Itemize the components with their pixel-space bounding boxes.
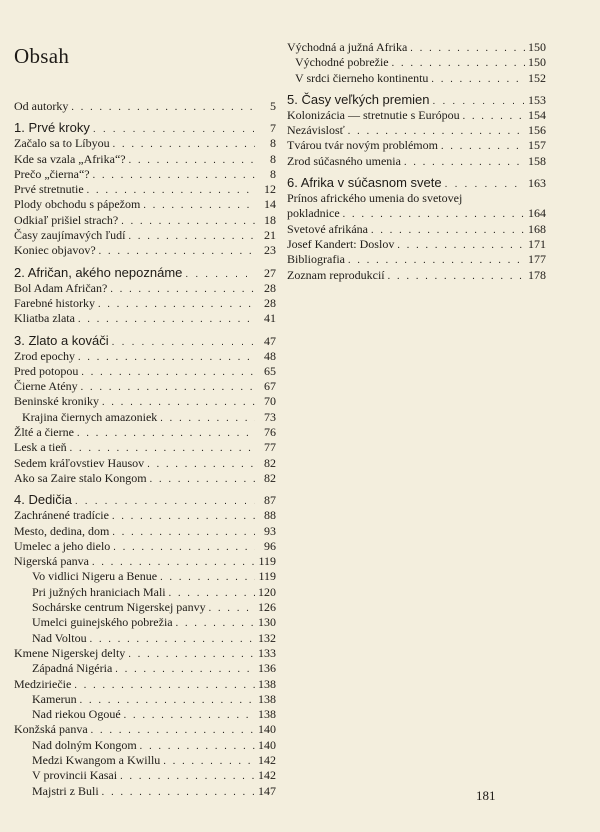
toc-entry-label: Farebné historky xyxy=(14,295,95,310)
page-number: 181 xyxy=(476,788,496,803)
toc-entry-page: 158 xyxy=(528,153,546,168)
toc-entry-page: 65 xyxy=(264,363,276,378)
toc-entry xyxy=(14,440,276,455)
dot-leader xyxy=(113,137,255,152)
toc-entry xyxy=(14,364,276,379)
toc-entry xyxy=(14,167,276,182)
dot-leader xyxy=(112,509,255,524)
toc-entry-page: 138 xyxy=(258,691,276,706)
toc-entry-page: 47 xyxy=(264,333,276,348)
toc-entry-page: 5 xyxy=(270,99,276,113)
dot-leader xyxy=(392,56,525,71)
dot-leader xyxy=(348,253,525,268)
dot-leader xyxy=(93,168,255,183)
toc-entry xyxy=(14,753,276,768)
toc-entry-label: Pri južných hraniciach Mali xyxy=(32,584,166,599)
dot-leader xyxy=(90,632,255,647)
toc-entry xyxy=(14,768,276,783)
toc-entry xyxy=(14,707,276,722)
toc-entry-page: 154 xyxy=(528,107,546,122)
toc-entry xyxy=(287,191,546,206)
dot-leader xyxy=(91,723,255,738)
toc-entry-page: 70 xyxy=(264,394,276,409)
toc-entry-page: 8 xyxy=(270,166,276,181)
toc-entry-label: Zachránené tradície xyxy=(14,508,109,523)
dot-leader xyxy=(74,678,255,693)
dot-leader xyxy=(113,540,255,555)
toc-entry-label: Nad dolným Kongom xyxy=(32,737,137,752)
toc-entry-label: Kmene Nigerskej delty xyxy=(14,645,126,660)
toc-entry-label: Prvé stretnutie xyxy=(14,182,84,197)
toc-entry-page: 147 xyxy=(258,783,276,798)
dot-leader xyxy=(80,693,255,708)
toc-chapter-entry xyxy=(287,174,546,191)
toc-entry-page: 77 xyxy=(264,440,276,455)
toc-entry-page: 119 xyxy=(258,554,276,569)
toc-entry xyxy=(287,55,546,70)
dot-leader xyxy=(110,282,255,297)
toc-entry-page: 96 xyxy=(264,538,276,553)
toc-entry xyxy=(14,281,276,296)
toc-entry-label: Zrod súčasného umenia xyxy=(287,153,401,168)
toc-entry xyxy=(14,646,276,661)
dot-leader xyxy=(77,426,255,441)
toc-entry xyxy=(287,237,546,252)
toc-entry-label: Bol Adam Afričan? xyxy=(14,280,108,295)
dot-leader xyxy=(129,153,255,168)
toc-entry-page: 136 xyxy=(258,661,276,676)
toc-entry-label: Sochárske centrum Nigerskej panvy xyxy=(32,600,206,615)
toc-entry xyxy=(14,539,276,554)
toc-entry-label: Čierne Atény xyxy=(14,379,78,394)
toc-entry-label: Zrod epochy xyxy=(14,348,75,363)
toc-entry-label: 1. Prvé kroky xyxy=(14,120,90,136)
toc-entry-label: Nad Voltou xyxy=(32,630,87,645)
toc-chapter-entry xyxy=(14,264,276,281)
dot-leader xyxy=(112,334,255,351)
toc-chapter-entry xyxy=(14,332,276,349)
toc-entry-label: Kliatba zlata xyxy=(14,311,75,326)
toc-entry-label: Západná Nigéria xyxy=(32,661,113,676)
toc-entry xyxy=(14,379,276,394)
toc-entry-page: 153 xyxy=(528,92,546,107)
toc-entry xyxy=(14,99,276,114)
toc-entry xyxy=(287,40,546,55)
toc-entry-page: 8 xyxy=(270,151,276,166)
toc-entry-page: 82 xyxy=(264,470,276,485)
toc-entry xyxy=(287,71,546,86)
toc-entry xyxy=(287,138,546,153)
dot-leader xyxy=(92,555,255,570)
toc-entry xyxy=(14,243,276,258)
toc-entry-label: 3. Zlato a kováči xyxy=(14,332,109,348)
toc-entry xyxy=(287,108,546,123)
toc-entry-page: 142 xyxy=(258,752,276,767)
toc-entry-label: Mesto, dedina, dom xyxy=(14,523,110,538)
toc-entry-label: Koniec objavov? xyxy=(14,243,96,258)
dot-leader xyxy=(404,155,525,170)
dot-leader xyxy=(128,647,255,662)
toc-entry-label: Kde sa vzala „Afrika“? xyxy=(14,151,126,166)
toc-entry-page: 82 xyxy=(264,455,276,470)
toc-entry xyxy=(14,456,276,471)
dot-leader xyxy=(388,269,525,284)
toc-entry-label: Medziriečie xyxy=(14,676,72,691)
toc-entry xyxy=(14,471,276,486)
toc-entry-page: 48 xyxy=(264,348,276,363)
toc-entry-page: 28 xyxy=(264,280,276,295)
toc-entry-label: Začalo sa to Líbyou xyxy=(14,136,110,151)
dot-leader xyxy=(81,380,255,395)
toc-chapter-entry xyxy=(14,119,276,136)
toc-entry-page: 14 xyxy=(264,197,276,212)
toc-entry xyxy=(14,554,276,569)
toc-entry-label: Medzi Kwangom a Kwillu xyxy=(32,752,161,767)
dot-leader xyxy=(209,601,255,616)
dot-leader xyxy=(185,266,255,283)
dot-leader xyxy=(124,708,255,723)
dot-leader xyxy=(163,754,255,769)
toc-entry xyxy=(14,197,276,212)
toc-entry xyxy=(14,677,276,692)
toc-left-column xyxy=(14,99,276,799)
toc-entry-page: 120 xyxy=(258,584,276,599)
dot-leader xyxy=(147,457,255,472)
dot-leader xyxy=(98,297,255,312)
dot-leader xyxy=(371,223,525,238)
toc-entry-label: Kamerun xyxy=(32,691,77,706)
toc-entry xyxy=(14,182,276,197)
toc-entry-page: 18 xyxy=(264,212,276,227)
toc-entry-page: 168 xyxy=(528,221,546,236)
toc-entry-label: Žlté a čierne xyxy=(14,425,74,440)
toc-entry xyxy=(14,228,276,243)
toc-entry-page: 132 xyxy=(258,630,276,645)
toc-entry-page: 41 xyxy=(264,311,276,326)
dot-leader xyxy=(140,739,255,754)
toc-entry xyxy=(14,524,276,539)
dot-leader xyxy=(71,100,255,115)
toc-entry xyxy=(14,152,276,167)
toc-entry-label: V srdci čierneho kontinentu xyxy=(295,70,429,85)
toc-entry xyxy=(14,569,276,584)
toc-entry-page: 138 xyxy=(258,676,276,691)
toc-entry-page: 152 xyxy=(528,70,546,85)
toc-entry xyxy=(14,213,276,228)
dot-leader xyxy=(78,350,255,365)
toc-entry xyxy=(14,296,276,311)
toc-chapter-entry xyxy=(14,491,276,508)
toc-entry-label: Vo vidlici Nigeru a Benue xyxy=(32,569,158,584)
toc-entry-label: Východné pobrežie xyxy=(295,55,389,70)
toc-entry-page: 88 xyxy=(264,508,276,523)
toc-entry xyxy=(14,722,276,737)
page-title: Obsah xyxy=(14,44,70,68)
dot-leader xyxy=(343,207,525,222)
toc-entry-page: 163 xyxy=(528,176,546,191)
toc-entry-page: 133 xyxy=(258,645,276,660)
toc-entry xyxy=(287,252,546,267)
dot-leader xyxy=(121,214,255,229)
toc-entry-page: 171 xyxy=(528,236,546,251)
toc-entry xyxy=(14,692,276,707)
toc-entry-page: 67 xyxy=(264,379,276,394)
toc-entry-page: 87 xyxy=(264,493,276,508)
toc-entry-label: Tvárou tvár novým problémom xyxy=(287,138,438,153)
toc-entry-page: 126 xyxy=(258,600,276,615)
toc-entry-label: Kolonizácia — stretnutie s Európou xyxy=(287,107,460,122)
toc-entry-label: 6. Afrika v súčasnom svete xyxy=(287,175,442,191)
dot-leader xyxy=(348,124,525,139)
toc-entry-label: Prečo „čierna“? xyxy=(14,166,90,181)
dot-leader xyxy=(169,586,255,601)
toc-entry xyxy=(14,784,276,799)
toc-entry-label: Beninské kroniky xyxy=(14,394,99,409)
toc-entry-label: Prínos afrického umenia do svetovej xyxy=(287,191,463,206)
toc-entry xyxy=(14,311,276,326)
dot-leader xyxy=(143,198,255,213)
toc-entry-page: 177 xyxy=(528,252,546,267)
dot-leader xyxy=(431,72,525,87)
toc-entry-label: Zoznam reprodukcií xyxy=(287,267,385,282)
dot-leader xyxy=(115,662,255,677)
toc-entry-label: pokladnice xyxy=(287,206,340,221)
toc-entry-page: 23 xyxy=(264,243,276,258)
toc-entry-page: 119 xyxy=(258,569,276,584)
toc-entry xyxy=(14,600,276,615)
toc-entry-page: 73 xyxy=(264,409,276,424)
toc-entry xyxy=(14,615,276,630)
toc-entry-label: 5. Časy veľkých premien xyxy=(287,91,430,107)
toc-entry-label: Nad riekou Ogoué xyxy=(32,707,121,722)
toc-entry-label: Majstri z Buli xyxy=(32,783,99,798)
toc-entry-page: 12 xyxy=(264,182,276,197)
dot-leader xyxy=(102,785,255,800)
toc-entry xyxy=(287,222,546,237)
toc-entry xyxy=(14,410,276,425)
toc-entry-label: Josef Kandert: Doslov xyxy=(287,236,395,251)
toc-entry-label: Odkiaľ prišiel strach? xyxy=(14,212,119,227)
toc-entry-label: Konžská panva xyxy=(14,722,88,737)
toc-entry-label: Umelec a jeho dielo xyxy=(14,538,111,553)
dot-leader xyxy=(70,441,255,456)
toc-entry-label: Nezávislosť xyxy=(287,123,345,138)
dot-leader xyxy=(120,769,255,784)
toc-entry-label: 4. Dedičia xyxy=(14,492,72,508)
toc-entry xyxy=(14,136,276,151)
dot-leader xyxy=(99,244,255,259)
toc-entry xyxy=(14,508,276,523)
toc-entry xyxy=(14,425,276,440)
toc-entry xyxy=(287,154,546,169)
dot-leader xyxy=(176,616,255,631)
toc-entry-page: 140 xyxy=(258,737,276,752)
toc-entry-page: 142 xyxy=(258,768,276,783)
toc-entry-page: 76 xyxy=(264,425,276,440)
toc-entry-label: Od autorky xyxy=(14,99,69,113)
toc-entry-label: Časy zaujímavých ľudí xyxy=(14,228,126,243)
toc-entry-page: 138 xyxy=(258,707,276,722)
toc-entry xyxy=(14,661,276,676)
dot-leader xyxy=(160,570,255,585)
toc-entry-page: 130 xyxy=(258,615,276,630)
toc-entry xyxy=(14,349,276,364)
toc-entry-page: 28 xyxy=(264,295,276,310)
toc-entry-label: Lesk a tieň xyxy=(14,440,67,455)
toc-entry-page: 157 xyxy=(528,138,546,153)
toc-entry xyxy=(287,123,546,138)
dot-leader xyxy=(397,238,525,253)
toc-entry-page: 93 xyxy=(264,523,276,538)
toc-entry-page: 150 xyxy=(528,55,546,70)
dot-leader xyxy=(93,121,255,138)
toc-entry-label: Svetové afrikána xyxy=(287,221,368,236)
toc-entry-page: 150 xyxy=(528,40,546,54)
toc-entry-label: Umelci guinejského pobrežia xyxy=(32,615,173,630)
dot-leader xyxy=(81,365,255,380)
toc-right-column xyxy=(287,40,546,283)
dot-leader xyxy=(102,395,255,410)
toc-entry-label: Pred potopou xyxy=(14,363,79,378)
toc-entry-label: 2. Afričan, akého nepoznáme xyxy=(14,264,183,280)
toc-entry-page: 27 xyxy=(264,265,276,280)
dot-leader xyxy=(441,139,525,154)
toc-entry-label: Sedem kráľovstiev Hausov xyxy=(14,455,145,470)
toc-entry-page: 178 xyxy=(528,267,546,282)
toc-entry-label: Bibliografia xyxy=(287,252,345,267)
dot-leader xyxy=(112,525,255,540)
toc-entry xyxy=(14,631,276,646)
toc-entry-label: Nigerská panva xyxy=(14,554,89,569)
toc-entry xyxy=(287,268,546,283)
dot-leader xyxy=(87,183,255,198)
toc-entry xyxy=(14,585,276,600)
dot-leader xyxy=(160,411,255,426)
toc-entry xyxy=(287,206,546,221)
dot-leader xyxy=(410,41,525,56)
toc-entry-label: Plody obchodu s pápežom xyxy=(14,197,141,212)
dot-leader xyxy=(150,472,255,487)
toc-chapter-entry xyxy=(287,91,546,108)
toc-entry-page: 8 xyxy=(270,136,276,151)
dot-leader xyxy=(463,109,525,124)
toc-entry xyxy=(14,738,276,753)
toc-entry-page: 21 xyxy=(264,228,276,243)
toc-entry-page: 7 xyxy=(270,121,276,136)
toc-entry-page: 164 xyxy=(528,206,546,221)
toc-entry-page: 156 xyxy=(528,123,546,138)
toc-entry xyxy=(14,394,276,409)
toc-entry-label: Ako sa Zaire stalo Kongom xyxy=(14,470,147,485)
dot-leader xyxy=(129,229,255,244)
toc-entry-label: Krajina čiernych amazoniek xyxy=(22,409,158,424)
toc-entry-label: Východná a južná Afrika xyxy=(287,40,408,54)
dot-leader xyxy=(78,312,255,327)
toc-entry-page: 140 xyxy=(258,722,276,737)
toc-entry-label: V provincii Kasai xyxy=(32,768,118,783)
